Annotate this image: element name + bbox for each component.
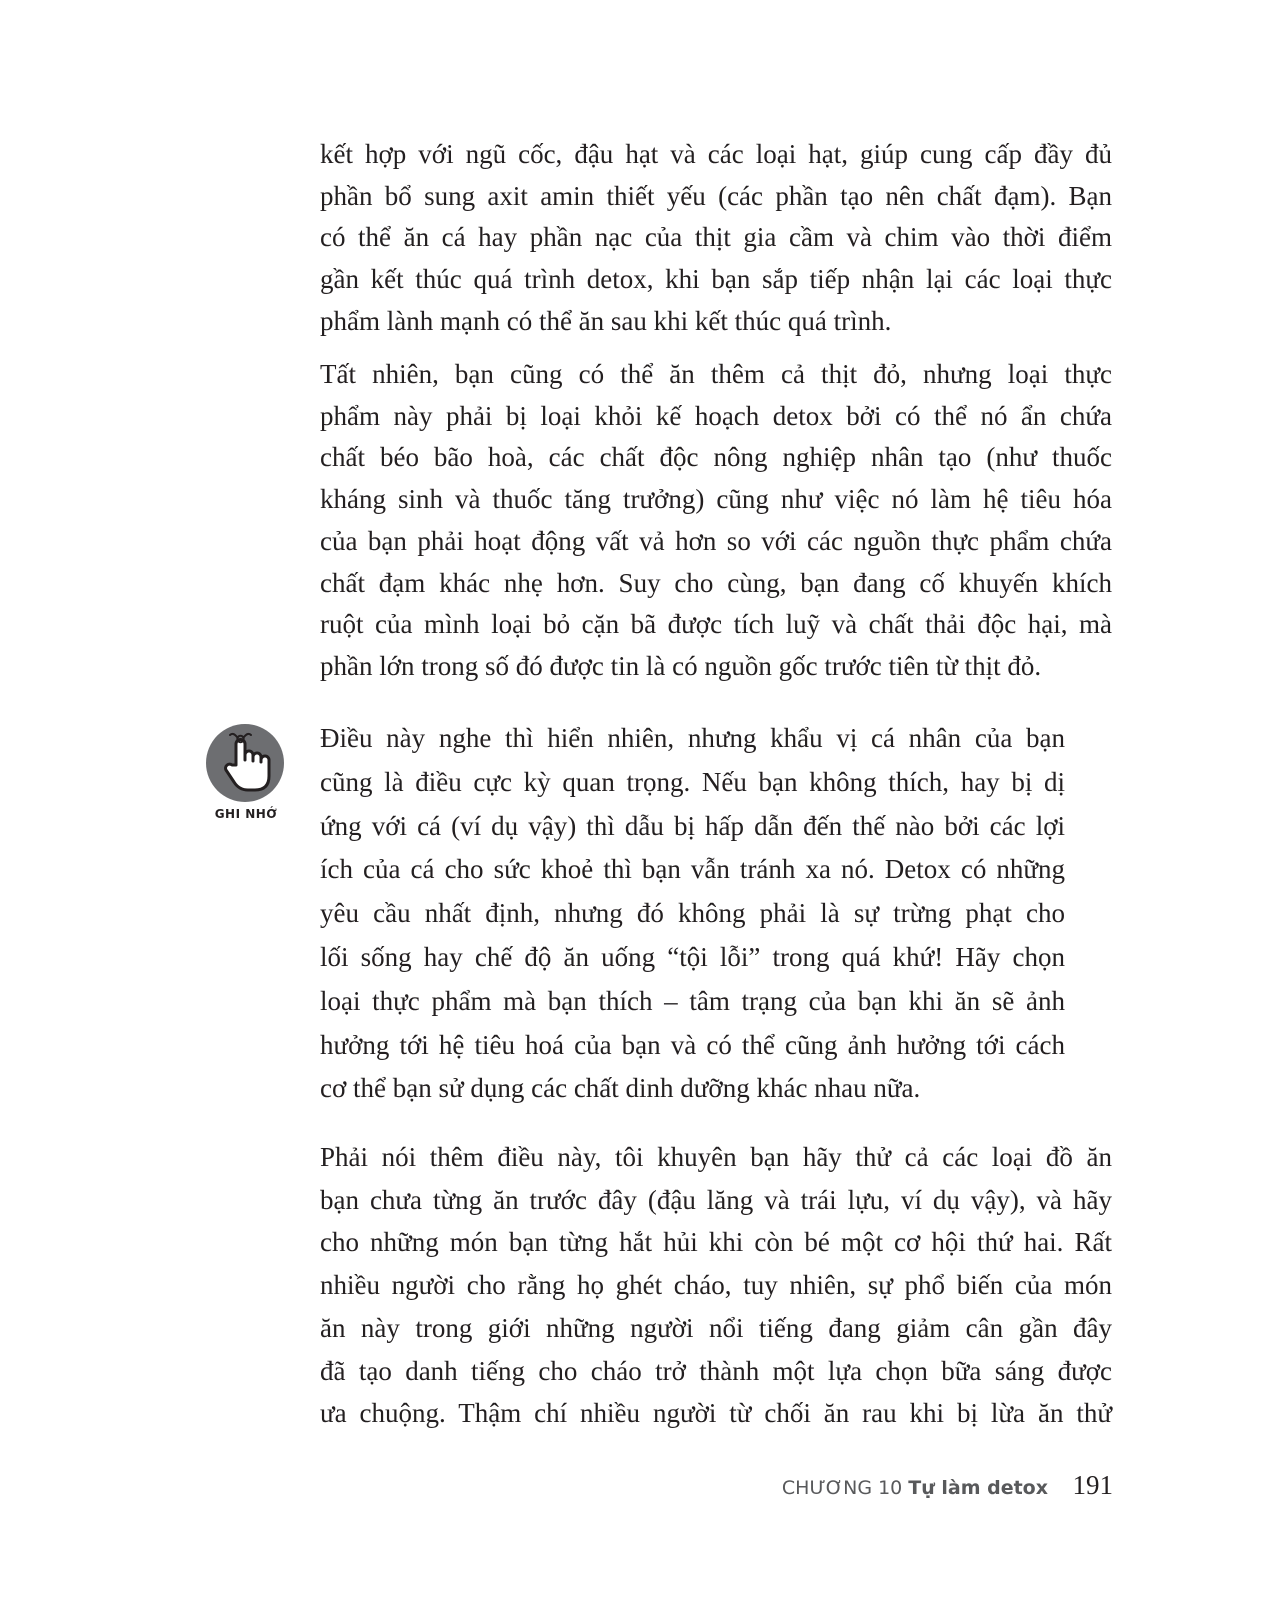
text-line: của bạn phải hoạt động vất vả hơn so với các nguồn thực phẩm chứa bbox=[320, 525, 1112, 556]
text-line: phần bổ sung axit amin thiết yếu (các phần tạo nên chất đạm). Bạn bbox=[320, 180, 1112, 211]
paragraph-2 bbox=[320, 354, 1112, 688]
text-line: phẩm lành mạnh có thể ăn sau khi kết thúc quá trình. bbox=[320, 305, 892, 336]
text-line: Tất nhiên, bạn cũng có thể ăn thêm cả thịt đỏ, nhưng loại thực bbox=[320, 359, 1112, 389]
text-line: cho những món bạn từng hắt hủi khi còn bé một cơ hội thứ hai. Rất bbox=[320, 1227, 1112, 1258]
text-line: cũng là điều cực kỳ quan trọng. Nếu bạn không thích, hay bị dị bbox=[320, 766, 1065, 797]
text-line: lối sống hay chế độ ăn uống “tội lỗi” trong quá khứ! Hãy chọn bbox=[320, 941, 1065, 972]
paragraph-3 bbox=[320, 717, 1065, 1111]
text-line: gần kết thúc quá trình detox, khi bạn sắp tiếp nhận lại các loại thực bbox=[320, 264, 1112, 295]
text-line: Điều này nghe thì hiển nhiên, nhưng khẩu vị cá nhân của bạn bbox=[320, 723, 1065, 753]
text-line: kết hợp với ngũ cốc, đậu hạt và các loại hạt, giúp cung cấp đầy đủ bbox=[320, 139, 1112, 169]
paragraph-4 bbox=[320, 1136, 1112, 1435]
text-line: nhiều người cho rằng họ ghét cháo, tuy nhiên, sự phổ biến của món bbox=[320, 1270, 1112, 1301]
text-line: phần lớn trong số đó được tin là có nguồn gốc trước tiên từ thịt đỏ. bbox=[320, 650, 1042, 681]
paragraph-1 bbox=[320, 134, 1112, 343]
text-line: chất đạm khác nhẹ hơn. Suy cho cùng, bạn đang cố khuyến khích bbox=[320, 567, 1112, 598]
text-line: Phải nói thêm điều này, tôi khuyên bạn hãy thử cả các loại đồ ăn bbox=[320, 1142, 1112, 1172]
text-line: ưa chuộng. Thậm chí nhiều người từ chối ăn rau khi bị lừa ăn thử bbox=[320, 1398, 1112, 1429]
text-line: kháng sinh và thuốc tăng trưởng) cũng như việc nó làm hệ tiêu hóa bbox=[320, 484, 1112, 515]
text-line: cơ thể bạn sử dụng các chất dinh dưỡng khác nhau nữa. bbox=[320, 1073, 921, 1104]
text-line: ăn này trong giới những người nổi tiếng đang giảm cân gần đây bbox=[320, 1312, 1112, 1343]
page-number: 191 bbox=[1072, 1470, 1113, 1500]
text-line: ích của cá cho sức khoẻ thì bạn vẫn tránh xa nó. Detox có những bbox=[320, 854, 1065, 885]
running-footer bbox=[782, 1477, 1048, 1499]
remember-label: GHI NHỚ bbox=[214, 807, 278, 821]
text-line: yêu cầu nhất định, nhưng đó không phải là sự trừng phạt cho bbox=[320, 898, 1065, 929]
text-line: đã tạo danh tiếng cho cháo trở thành một lựa chọn bữa sáng được bbox=[320, 1355, 1112, 1386]
text-line: ruột của mình loại bỏ cặn bã được tích luỹ và chất thải độc hại, mà bbox=[320, 609, 1112, 640]
chapter-label: CHƯƠNG 10 bbox=[781, 1477, 903, 1499]
text-line: có thể ăn cá hay phần nạc của thịt gia cầm và chim vào thời điểm bbox=[320, 222, 1112, 253]
text-line: chất béo bão hoà, các chất độc nông nghiệp nhân tạo (như thuốc bbox=[320, 442, 1112, 473]
text-line: bạn chưa từng ăn trước đây (đậu lăng và trái lựu, ví dụ vậy), và hãy bbox=[320, 1184, 1112, 1215]
chapter-title: Tự làm detox bbox=[908, 1477, 1048, 1499]
text-line: ứng với cá (ví dụ vậy) thì dẫu bị hấp dẫn đến thế nào bởi các lợi bbox=[320, 810, 1065, 841]
pointing-finger-remember-icon bbox=[206, 724, 284, 802]
text-line: loại thực phẩm mà bạn thích – tâm trạng của bạn khi ăn sẽ ảnh bbox=[320, 985, 1065, 1016]
text-line: phẩm này phải bị loại khỏi kế hoạch detox bởi có thể nó ẩn chứa bbox=[320, 400, 1112, 431]
text-line: hưởng tới hệ tiêu hoá của bạn và có thể cũng ảnh hưởng tới cách bbox=[320, 1029, 1065, 1060]
